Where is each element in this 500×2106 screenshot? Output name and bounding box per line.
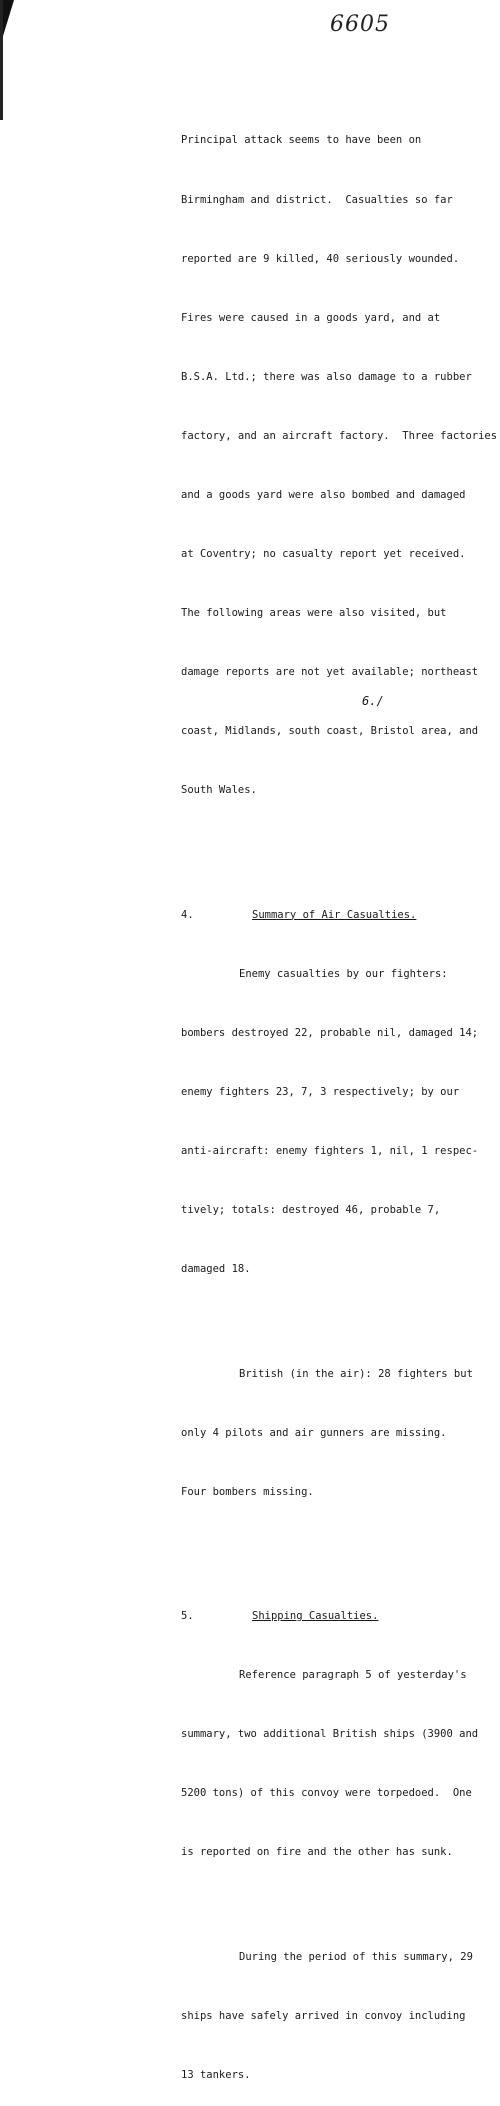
body-line: Birmingham and district. Casualties so far bbox=[181, 193, 453, 206]
body-line: Principal attack seems to have been on bbox=[181, 134, 422, 147]
body-line: anti-aircraft: enemy fighters 1, nil, 1 respec- bbox=[181, 1145, 479, 1158]
section-5-heading-row bbox=[181, 1607, 481, 1627]
body-line: During the period of this summary, 29 bbox=[239, 1950, 473, 1963]
body-line: and a goods yard were also bombed and damaged bbox=[181, 488, 466, 501]
body-line: damage reports are not yet available; northeast bbox=[181, 666, 479, 679]
continuation-marker: 6./ bbox=[362, 694, 384, 708]
body-line: British (in the air): 28 fighters but bbox=[239, 1367, 473, 1380]
body-line: Four bombers missing. bbox=[181, 1485, 314, 1498]
body-line: at Coventry; no casualty report yet received. bbox=[181, 548, 466, 561]
section-5-number: 5. bbox=[181, 1610, 194, 1623]
body-line: only 4 pilots and air gunners are missing. bbox=[181, 1426, 447, 1439]
corner-edge-line bbox=[0, 0, 3, 120]
body-line: coast, Midlands, south coast, Bristol area, and bbox=[181, 725, 479, 738]
body-line: factory, and an aircraft factory. Three factories bbox=[181, 429, 498, 442]
body-line: The following areas were also visited, but bbox=[181, 607, 447, 620]
body-line: Fires were caused in a goods yard, and at bbox=[181, 311, 441, 324]
page-reference-number: 6605 bbox=[330, 12, 390, 37]
body-line: 5200 tons) of this convoy were torpedoed. One bbox=[181, 1787, 472, 1800]
body-line: Enemy casualties by our fighters: bbox=[239, 967, 448, 980]
section-4-number: 4. bbox=[181, 908, 194, 921]
body-line: tively; totals: destroyed 46, probable 7, bbox=[181, 1204, 441, 1217]
section-5-heading: Shipping Casualties. bbox=[252, 1610, 379, 1623]
body-line: enemy fighters 23, 7, 3 respectively; by our bbox=[181, 1085, 460, 1098]
body-line: South Wales. bbox=[181, 784, 257, 797]
body-line: damaged 18. bbox=[181, 1263, 251, 1276]
body-line: ships have safely arrived in convoy including bbox=[181, 2010, 466, 2023]
body-line: Reference paragraph 5 of yesterday's bbox=[239, 1669, 467, 1682]
section-4-heading: Summary of Air Casualties. bbox=[252, 908, 417, 921]
body-line: reported are 9 killed, 40 seriously wounded. bbox=[181, 252, 460, 265]
section-4-heading-row bbox=[181, 906, 481, 926]
body-line: 13 tankers. bbox=[181, 2069, 251, 2082]
body-line: summary, two additional British ships (3900 and bbox=[181, 1728, 479, 1741]
body-line: B.S.A. Ltd.; there was also damage to a rubber bbox=[181, 370, 472, 383]
body-line: is reported on fire and the other has sunk. bbox=[181, 1846, 453, 1859]
document-body bbox=[181, 92, 498, 2106]
body-line: bombers destroyed 22, probable nil, damaged 14; bbox=[181, 1026, 479, 1039]
